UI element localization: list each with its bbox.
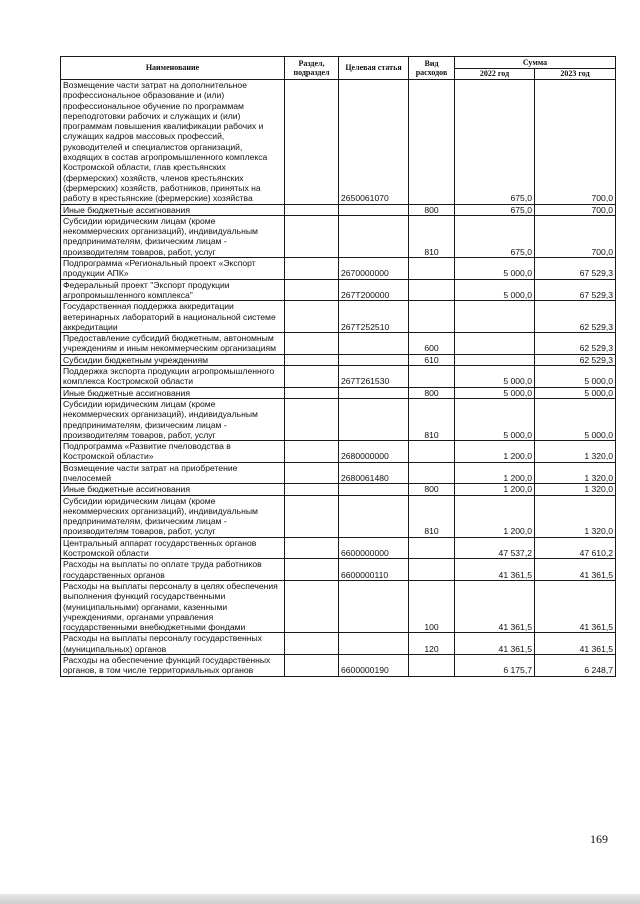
- cell-kind: 600: [409, 333, 455, 355]
- cell-section: [285, 655, 339, 677]
- cell-name: Субсидии юридическим лицам (кроме некоммерческих организаций), индивидуальным предпринимателям, физическим лицам - производителям товаров, работ, услуг: [61, 495, 285, 537]
- cell-target: [339, 633, 409, 655]
- cell-2023: 1 320,0: [535, 484, 616, 495]
- cell-target: 2680061480: [339, 462, 409, 484]
- cell-section: [285, 354, 339, 365]
- cell-2023: 1 320,0: [535, 495, 616, 537]
- cell-name: Подпрограмма «Региональный проект «Экспорт продукции АПК»: [61, 258, 285, 280]
- cell-name: Центральный аппарат государственных органов Костромской области: [61, 537, 285, 559]
- cell-target: [339, 484, 409, 495]
- cell-kind: 610: [409, 354, 455, 365]
- cell-section: [285, 495, 339, 537]
- cell-2023: 62 529,3: [535, 301, 616, 333]
- table-row: [61, 301, 616, 333]
- table-row: [61, 580, 616, 632]
- cell-section: [285, 366, 339, 388]
- cell-target: 6600000110: [339, 559, 409, 581]
- cell-2023: 6 248,7: [535, 655, 616, 677]
- cell-2023: 5 000,0: [535, 398, 616, 440]
- cell-2022: 5 000,0: [455, 387, 535, 398]
- cell-kind: [409, 258, 455, 280]
- cell-2023: 5 000,0: [535, 366, 616, 388]
- header-name: Наименование: [61, 57, 285, 80]
- cell-2023: 700,0: [535, 80, 616, 205]
- cell-section: [285, 633, 339, 655]
- cell-section: [285, 580, 339, 632]
- cell-2023: 67 529,3: [535, 258, 616, 280]
- cell-name: Субсидии юридическим лицам (кроме некоммерческих организаций), индивидуальным предпринимателям, физическим лицам - производителям товаров, работ, услуг: [61, 398, 285, 440]
- cell-2022: 1 200,0: [455, 484, 535, 495]
- cell-kind: 810: [409, 495, 455, 537]
- table-row: [61, 258, 616, 280]
- cell-2022: [455, 354, 535, 365]
- cell-target: [339, 354, 409, 365]
- table-row: [61, 655, 616, 677]
- cell-section: [285, 204, 339, 215]
- cell-kind: [409, 655, 455, 677]
- table-row: [61, 80, 616, 205]
- cell-name: Предоставление субсидий бюджетным, автономным учреждениям и иным некоммерческим организациям: [61, 333, 285, 355]
- cell-kind: 100: [409, 580, 455, 632]
- cell-section: [285, 387, 339, 398]
- table-row: [61, 333, 616, 355]
- cell-2023: 5 000,0: [535, 387, 616, 398]
- cell-name: Иные бюджетные ассигнования: [61, 204, 285, 215]
- cell-2022: [455, 301, 535, 333]
- header-sum: Сумма: [455, 57, 616, 69]
- cell-kind: [409, 559, 455, 581]
- cell-kind: [409, 279, 455, 301]
- cell-section: [285, 301, 339, 333]
- header-section: Раздел, подраздел: [285, 57, 339, 80]
- table-row: [61, 279, 616, 301]
- cell-name: Расходы на выплаты по оплате труда работников государственных органов: [61, 559, 285, 581]
- header-year-2022: 2022 год: [455, 69, 535, 80]
- table-row: [61, 484, 616, 495]
- cell-section: [285, 441, 339, 463]
- cell-section: [285, 333, 339, 355]
- cell-2023: 47 610,2: [535, 537, 616, 559]
- cell-name: Расходы на обеспечение функций государственных органов, в том числе территориальных органов: [61, 655, 285, 677]
- cell-name: Поддержка экспорта продукции агропромышленного комплекса Костромской области: [61, 366, 285, 388]
- cell-kind: 810: [409, 215, 455, 257]
- cell-2023: 41 361,5: [535, 633, 616, 655]
- cell-name: Расходы на выплаты персоналу государственных (муниципальных) органов: [61, 633, 285, 655]
- cell-section: [285, 484, 339, 495]
- cell-kind: 800: [409, 484, 455, 495]
- cell-kind: 800: [409, 204, 455, 215]
- cell-2022: 41 361,5: [455, 559, 535, 581]
- header-kind: Вид расходов: [409, 57, 455, 80]
- table-body: [61, 80, 616, 677]
- cell-target: [339, 215, 409, 257]
- cell-kind: [409, 301, 455, 333]
- cell-2022: 675,0: [455, 80, 535, 205]
- cell-name: Государственная поддержка аккредитации ветеринарных лабораторий в национальной системе аккредитации: [61, 301, 285, 333]
- cell-name: Подпрограмма «Развитие пчеловодства в Костромской области»: [61, 441, 285, 463]
- cell-name: Федеральный проект "Экспорт продукции агропромышленного комплекса": [61, 279, 285, 301]
- cell-2022: 1 200,0: [455, 462, 535, 484]
- cell-name: Иные бюджетные ассигнования: [61, 484, 285, 495]
- cell-kind: [409, 80, 455, 205]
- cell-target: [339, 580, 409, 632]
- cell-2022: 41 361,5: [455, 580, 535, 632]
- cell-target: [339, 204, 409, 215]
- cell-name: Субсидии юридическим лицам (кроме некоммерческих организаций), индивидуальным предпринимателям, физическим лицам - производителям товаров, работ, услуг: [61, 215, 285, 257]
- cell-section: [285, 559, 339, 581]
- cell-2022: 5 000,0: [455, 366, 535, 388]
- table-row: [61, 387, 616, 398]
- cell-target: [339, 398, 409, 440]
- cell-target: 2670000000: [339, 258, 409, 280]
- cell-target: [339, 333, 409, 355]
- cell-target: 267T261530: [339, 366, 409, 388]
- cell-2022: 675,0: [455, 215, 535, 257]
- cell-2022: 1 200,0: [455, 495, 535, 537]
- cell-2022: 5 000,0: [455, 258, 535, 280]
- cell-2022: 5 000,0: [455, 279, 535, 301]
- cell-kind: [409, 366, 455, 388]
- table-row: [61, 559, 616, 581]
- cell-2022: 1 200,0: [455, 441, 535, 463]
- cell-section: [285, 215, 339, 257]
- cell-target: 267T252510: [339, 301, 409, 333]
- cell-name: Возмещение части затрат на дополнительное профессиональное образование и (или) профессиональное обучение по программам переподготовки рабочих и служащих и (или) программам повышения квалификации рабочих и служащих кадров массовых профессий, руководителей и специалистов организаций, входящих в состав агропромышленного комплекса Костромской области, глав крестьянских (фермерских) хозяйств, членов крестьянских (фермерских) хозяйств, работников, принятых на работу в крестьянские (фермерские) хозяйства: [61, 80, 285, 205]
- cell-2022: 41 361,5: [455, 633, 535, 655]
- table-row: [61, 215, 616, 257]
- budget-table: [60, 56, 616, 677]
- cell-target: 2650061070: [339, 80, 409, 205]
- table-row: [61, 462, 616, 484]
- cell-name: Расходы на выплаты персоналу в целях обеспечения выполнения функций государственными (муниципальными) органами, казенными учреждениями, органами управления государственными внебюджетными фондами: [61, 580, 285, 632]
- table-row: [61, 354, 616, 365]
- cell-2023: 1 320,0: [535, 462, 616, 484]
- cell-2023: 700,0: [535, 204, 616, 215]
- page-edge: [0, 894, 640, 904]
- cell-section: [285, 537, 339, 559]
- table-row: [61, 495, 616, 537]
- cell-2023: 700,0: [535, 215, 616, 257]
- cell-2022: 47 537,2: [455, 537, 535, 559]
- header-year-2023: 2023 год: [535, 69, 616, 80]
- header-target: Целевая статья: [339, 57, 409, 80]
- table-row: [61, 366, 616, 388]
- cell-2022: 6 175,7: [455, 655, 535, 677]
- cell-target: [339, 495, 409, 537]
- page-number: 169: [590, 832, 608, 846]
- cell-2023: 41 361,5: [535, 580, 616, 632]
- cell-target: [339, 387, 409, 398]
- cell-2023: 41 361,5: [535, 559, 616, 581]
- cell-target: 2680000000: [339, 441, 409, 463]
- cell-2022: 675,0: [455, 204, 535, 215]
- cell-2023: 1 320,0: [535, 441, 616, 463]
- cell-kind: 810: [409, 398, 455, 440]
- table-row: [61, 398, 616, 440]
- cell-2023: 62 529,3: [535, 354, 616, 365]
- table-row: [61, 441, 616, 463]
- table-row: [61, 633, 616, 655]
- cell-kind: 800: [409, 387, 455, 398]
- cell-section: [285, 80, 339, 205]
- cell-2023: 67 529,3: [535, 279, 616, 301]
- cell-section: [285, 462, 339, 484]
- cell-2022: 5 000,0: [455, 398, 535, 440]
- cell-kind: [409, 441, 455, 463]
- cell-name: Иные бюджетные ассигнования: [61, 387, 285, 398]
- cell-section: [285, 398, 339, 440]
- table-row: [61, 204, 616, 215]
- cell-name: Субсидии бюджетным учреждениям: [61, 354, 285, 365]
- cell-kind: [409, 537, 455, 559]
- cell-section: [285, 258, 339, 280]
- cell-2022: [455, 333, 535, 355]
- cell-target: 6600000000: [339, 537, 409, 559]
- cell-target: 6600000190: [339, 655, 409, 677]
- cell-target: 267T200000: [339, 279, 409, 301]
- cell-name: Возмещение части затрат на приобретение пчелосемей: [61, 462, 285, 484]
- cell-section: [285, 279, 339, 301]
- cell-kind: 120: [409, 633, 455, 655]
- table-row: [61, 537, 616, 559]
- cell-2023: 62 529,3: [535, 333, 616, 355]
- cell-kind: [409, 462, 455, 484]
